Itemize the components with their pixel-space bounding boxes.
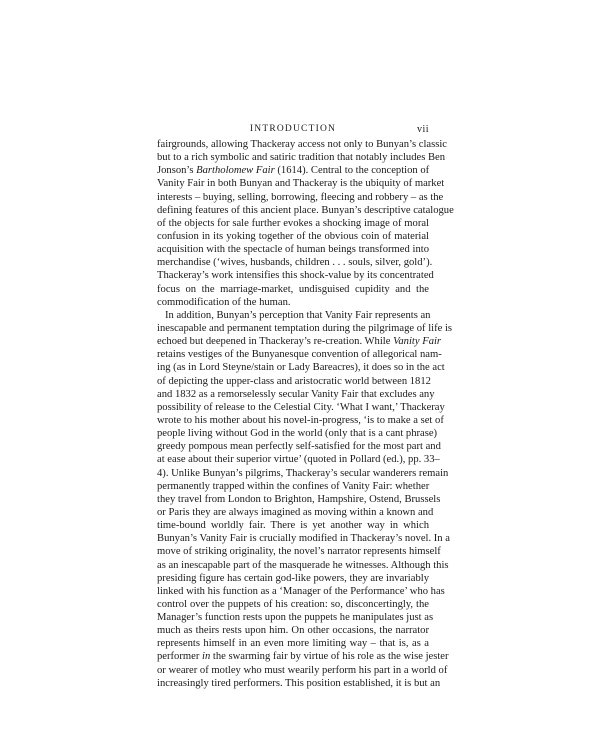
page-number: vii: [416, 124, 429, 135]
text-line: control over the puppets of his creation: so, disconcertingly, the: [157, 598, 429, 610]
text-line: greedy pompous mean perfectly self-satisfied for the most part and: [157, 441, 441, 453]
text-line: merchandise (‘wives, husbands, children . . . souls, silver, gold’).: [157, 257, 433, 269]
body-text: [157, 138, 454, 690]
text-line: defining features of this ancient place. Bunyan’s descriptive catalogue: [157, 204, 454, 216]
text-line: or wearer of motley who must wearily perform his part in a world of: [157, 664, 448, 676]
text-line: possibility of release to the Celestial City. ‘What I want,’ Thackeray: [157, 401, 445, 413]
text-line: ing (as in Lord Steyne/stain or Lady Bareacres), it does so in the act: [157, 362, 445, 374]
text-line: time-bound worldly fair. There is yet another way in which: [157, 520, 429, 532]
text-line: permanently trapped within the confines of Vanity Fair: whether: [157, 480, 430, 492]
text-line: wrote to his mother about his novel-in-progress, ‘is to make a set of: [157, 414, 444, 426]
text-line: retains vestiges of the Bunyanesque convention of allegorical nam-: [157, 349, 442, 361]
text-line: interests – buying, selling, borrowing, fleecing and robbery – as the: [157, 191, 444, 203]
text-line: echoed but deepened in Thackeray’s re-creation. While Vanity Fair: [157, 336, 442, 348]
text-line: Manager’s function rests upon the puppets he manipulates just as: [157, 612, 434, 624]
text-line: fairgrounds, allowing Thackeray access not only to Bunyan’s classic: [157, 139, 447, 150]
text-line: people living without God in the world (only that is a cant phrase): [157, 428, 438, 440]
text-line: much as theirs rests upon him. On other occasions, the narrator: [157, 625, 429, 637]
text-line: commodification of the human.: [157, 296, 291, 308]
text-line: but to a rich symbolic and satiric tradition that notably includes Ben: [157, 152, 446, 164]
text-line: Bunyan’s Vanity Fair is crucially modified in Thackeray’s novel. In a: [157, 533, 450, 545]
text-line: they travel from London to Brighton, Hampshire, Ostend, Brussels: [157, 493, 441, 505]
running-title: INTRODUCTION: [249, 124, 337, 134]
text-line: Jonson’s Bartholomew Fair (1614). Central to the conception of: [157, 165, 430, 177]
text-line: Vanity Fair in both Bunyan and Thackeray is the ubiquity of market: [157, 178, 445, 190]
text-line: increasingly tired performers. This position established, it is but an: [157, 677, 441, 689]
text-line: performer in the swarming fair by virtue of his role as the wise jester: [157, 651, 449, 663]
running-head: [157, 124, 429, 138]
text-line: presiding figure has certain god-like powers, they are invariably: [157, 572, 429, 584]
text-line: 4). Unlike Bunyan’s pilgrims, Thackeray’s secular wanderers remain: [157, 467, 449, 479]
text-line: move of striking originality, the novel’s narrator represents himself: [157, 546, 441, 558]
text-line: or Paris they are always imagined as moving within a known and: [157, 506, 434, 518]
text-line: at ease about their superior virtue’ (quoted in Pollard (ed.), pp. 33–: [157, 454, 440, 466]
text-line: as an inescapable part of the masquerade he witnesses. Although this: [157, 559, 449, 571]
text-line: In addition, Bunyan’s perception that Vanity Fair represents an: [165, 309, 431, 321]
text-line: Thackeray’s work intensifies this shock-value by its concentrated: [157, 270, 434, 282]
text-line: of the objects for sale further evokes a shocking image of moral: [157, 217, 429, 229]
text-line: acquisition with the spectacle of human beings transformed into: [157, 244, 429, 256]
text-line: and 1832 as a remorselessly secular Vanity Fair that excludes any: [157, 388, 435, 400]
text-line: inescapable and permanent temptation during the pilgrimage of life is: [157, 322, 453, 334]
text-line: of depicting the upper-class and aristocratic world between 1812: [157, 375, 431, 387]
text-line: confusion in its yoking together of the obvious coin of material: [157, 230, 429, 242]
text-line: focus on the marriage-market, undisguised cupidity and the: [157, 283, 429, 295]
text-line: linked with his function as a ‘Manager of the Performance’ who has: [157, 585, 445, 597]
text-line: represents himself in an even more limiting way – that is, as a: [157, 638, 429, 650]
